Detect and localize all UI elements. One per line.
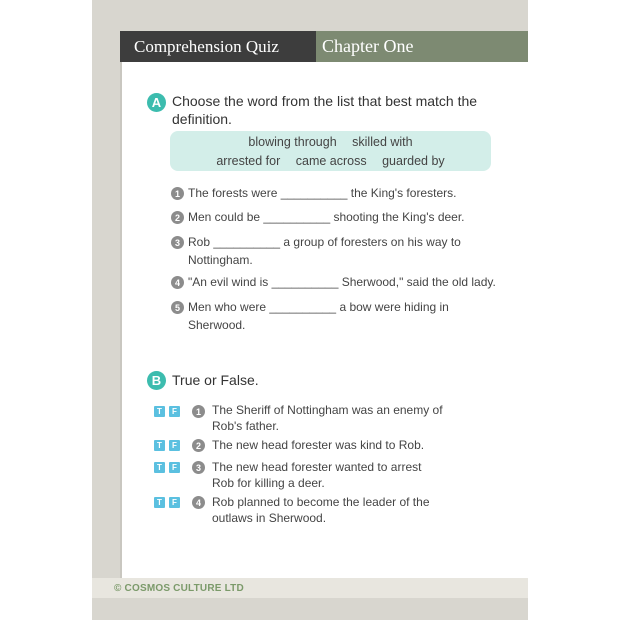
item-number: 1 [192,405,205,418]
true-false-item [212,437,424,453]
true-false-item [212,459,421,491]
section-a-instruction-line2: definition. [172,111,232,127]
section-a-instruction [172,92,477,128]
item-line: Rob for killing a deer. [212,476,325,490]
chapter-title: Chapter One [316,31,528,62]
quiz-title: Comprehension Quiz [120,31,316,62]
item-line: Nottingham. [188,253,253,267]
item-line: The new head forester was kind to Rob. [212,438,425,452]
section-b-instruction: True or False. [172,372,259,388]
item-line: Men who were __________ a bow were hiding in [188,300,449,314]
page-header [120,31,528,62]
item-line: Rob's father. [212,419,279,433]
true-box[interactable]: T [154,497,165,508]
copyright-notice: © COSMOS CULTURE LTD [114,583,244,594]
item-number: 1 [171,187,184,200]
true-box[interactable]: T [154,440,165,451]
item-line: Sherwood. [188,318,246,332]
item-number: 3 [192,461,205,474]
item-line: The new head forester wanted to arrest [212,460,422,474]
true-false-item [212,494,430,526]
word-option: arrested for [216,154,281,168]
fill-in-item [188,298,449,334]
item-number: 2 [171,211,184,224]
true-false-item [212,402,443,434]
word-option: skilled with [352,135,413,149]
false-box[interactable]: F [169,440,180,451]
fill-in-item [188,233,461,269]
section-b-badge: B [147,371,166,390]
word-list-row1 [170,133,491,152]
word-option: came across [295,154,367,168]
fill-in-item [188,208,465,226]
true-box[interactable]: T [154,462,165,473]
word-option: blowing through [248,135,337,149]
item-number: 3 [171,236,184,249]
outer-margin-left [0,0,92,620]
item-line: The forests were __________ the King's foresters. [188,186,457,200]
item-number: 4 [192,496,205,509]
fill-in-item [188,273,496,291]
section-a-instruction-line1: Choose the word from the list that best match the [172,93,478,109]
item-line: outlaws in Sherwood. [212,511,327,525]
false-box[interactable]: F [169,406,180,417]
word-option: guarded by [382,154,445,168]
item-number: 4 [171,276,184,289]
section-a-badge: A [147,93,166,112]
true-box[interactable]: T [154,406,165,417]
word-list-box [170,131,491,171]
item-line: Rob __________ a group of foresters on his way to [188,235,461,249]
word-list-row2 [170,152,491,171]
fill-in-item [188,184,456,202]
item-line: "An evil wind is __________ Sherwood," said the old lady. [188,275,496,289]
false-box[interactable]: F [169,497,180,508]
outer-margin-right [528,0,620,620]
item-line: Rob planned to become the leader of the [212,495,430,509]
item-number: 5 [171,301,184,314]
false-box[interactable]: F [169,462,180,473]
item-line: Men could be __________ shooting the King's deer. [188,210,465,224]
item-line: The Sheriff of Nottingham was an enemy of [212,403,443,417]
item-number: 2 [192,439,205,452]
